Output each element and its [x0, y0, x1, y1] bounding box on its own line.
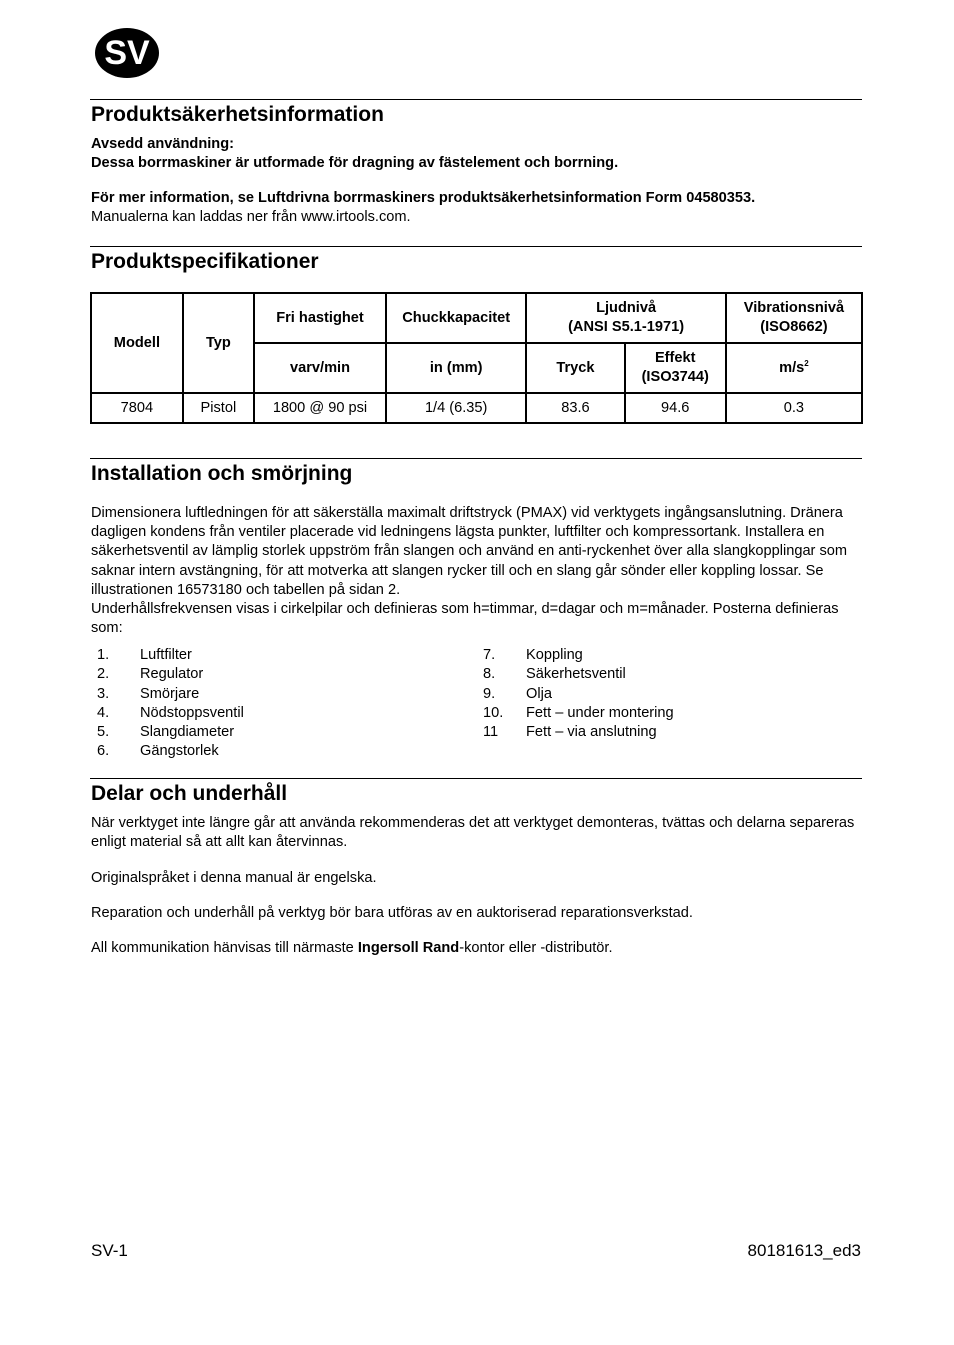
intended-use-text: Dessa borrmaskiner är utformade för dragning av fästelement och borrning.	[91, 155, 619, 171]
contact-prefix: All kommunikation hänvisas till närmaste	[91, 940, 358, 956]
recycling-paragraph: När verktyget inte längre går att använda rekommenderas det att verktyget demonteras, tvättas och delarna separeras enligt material så att allt kan återvinnas.	[91, 815, 855, 851]
col-header-model: Modell	[91, 293, 183, 393]
section-divider	[90, 246, 862, 247]
col-header-type: Typ	[183, 293, 254, 393]
section-title-specs: Produktspecifikationer	[91, 250, 319, 273]
list-item-number: 6.	[97, 743, 110, 760]
list-item	[97, 685, 397, 704]
brand-name: Ingersoll Rand	[357, 940, 460, 956]
cell-type: Pistol	[183, 393, 254, 423]
list-item	[483, 685, 783, 704]
unit-vibration	[726, 343, 862, 393]
list-item	[97, 646, 397, 665]
cell-chuck: 1/4 (6.35)	[386, 393, 526, 423]
contact-paragraph	[91, 939, 866, 958]
list-item	[483, 723, 783, 742]
section-divider	[90, 778, 862, 779]
list-item-number: 9.	[483, 685, 496, 702]
list-item-label: Slangdiameter	[140, 724, 235, 741]
unit-vibration-text: m/s	[779, 359, 805, 376]
section-title-parts: Delar och underhåll	[91, 782, 288, 805]
unit-speed: varv/min	[254, 343, 386, 393]
section-divider	[90, 458, 862, 459]
list-item-label: Säkerhetsventil	[526, 666, 626, 683]
cell-pressure: 83.6	[526, 393, 624, 423]
contact-suffix: -kontor eller -distributör.	[459, 940, 613, 956]
cell-model: 7804	[91, 393, 183, 423]
document-number: 80181613_ed3	[747, 1241, 861, 1260]
list-item-label: Regulator	[140, 666, 204, 683]
section-title-safety: Produktsäkerhetsinformation	[91, 103, 384, 126]
list-item-number: 10.	[483, 704, 504, 721]
intended-use-label: Avsedd användning:	[91, 136, 234, 152]
list-item-number: 8.	[483, 666, 496, 683]
list-item-number: 4.	[97, 704, 110, 721]
list-item-number: 11	[483, 724, 499, 741]
list-item	[483, 665, 783, 684]
cell-vibration: 0.3	[726, 393, 862, 423]
list-item-number: 3.	[97, 685, 110, 702]
power-title: Effekt	[654, 350, 696, 366]
installation-paragraph: Dimensionera luftledningen för att säkerställa maximalt driftstryck (PMAX) vid verktygets ingångsanslutning. Dränera dagligen kondens från ventiler placerade vid ledningens lägsta punkter, luftfilter och kompressortank. Installera en säkerhetsventil av lämplig storlek uppström från slangen och använd en anti-ryckenhet över alla slangkopplingar som saknar intern avstängning, för att motverka att slangen rycker till och en slang går sönder eller koppling lossar. Se illustrationen 16573180 och tabellen på sidan 2.	[91, 505, 848, 598]
unit-pressure: Tryck	[526, 343, 624, 393]
original-language-paragraph: Originalspråket i denna manual är engelska.	[91, 870, 377, 886]
power-standard: (ISO3744)	[641, 369, 709, 385]
list-item-number: 1.	[97, 647, 110, 663]
list-item-label: Olja	[526, 685, 552, 702]
list-item	[97, 742, 397, 761]
list-item	[483, 704, 783, 723]
list-item-label: Gängstorlek	[140, 743, 219, 760]
sound-standard: (ANSI S5.1-1971)	[568, 319, 685, 335]
unit-vibration-exponent: 2	[804, 358, 809, 368]
unit-power	[625, 343, 726, 393]
list-item	[483, 646, 783, 665]
unit-chuck: in (mm)	[386, 343, 526, 393]
maintenance-frequency-paragraph: Underhållsfrekvensen visas i cirkelpilar och definieras som h=timmar, d=dagar och m=månader. Posterna definieras som:	[91, 601, 839, 637]
spec-table	[90, 292, 863, 424]
vibration-title: Vibrationsnivå	[743, 300, 845, 316]
cell-power: 94.6	[625, 393, 726, 423]
col-header-vibration	[726, 293, 862, 343]
list-item-number: 2.	[97, 666, 110, 683]
list-item-label: Fett – via anslutning	[526, 724, 657, 741]
cell-speed: 1800 @ 90 psi	[254, 393, 386, 423]
section-title-installation: Installation och smörjning	[91, 462, 353, 485]
list-item	[97, 665, 397, 684]
vibration-standard: (ISO8662)	[760, 319, 828, 335]
legend-list-right	[483, 646, 783, 742]
page-number: SV-1	[91, 1241, 128, 1260]
legend-list-left	[97, 646, 397, 762]
list-item-number: 7.	[483, 647, 496, 663]
more-info-text: För mer information, se Luftdrivna borrmaskiners produktsäkerhetsinformation Form 04580353.	[91, 190, 756, 206]
list-item	[97, 704, 397, 723]
repair-paragraph: Reparation och underhåll på verktyg bör bara utföras av en auktoriserad reparationsverkstad.	[91, 905, 693, 921]
language-badge: SV	[95, 28, 159, 78]
download-text: Manualerna kan laddas ner från www.irtools.com.	[91, 209, 411, 225]
list-item-label: Luftfilter	[140, 647, 192, 663]
list-item-number: 5.	[97, 724, 110, 741]
col-header-free-speed: Fri hastighet	[254, 293, 386, 343]
section-divider	[90, 99, 862, 100]
table-row	[91, 393, 862, 423]
list-item-label: Koppling	[526, 647, 583, 663]
list-item-label: Nödstoppsventil	[140, 704, 244, 721]
sound-title: Ljudnivå	[596, 300, 657, 316]
list-item-label: Smörjare	[140, 685, 200, 702]
list-item-label: Fett – under montering	[526, 704, 674, 721]
col-header-sound	[526, 293, 726, 343]
list-item	[97, 723, 397, 742]
col-header-chuck: Chuckkapacitet	[386, 293, 526, 343]
